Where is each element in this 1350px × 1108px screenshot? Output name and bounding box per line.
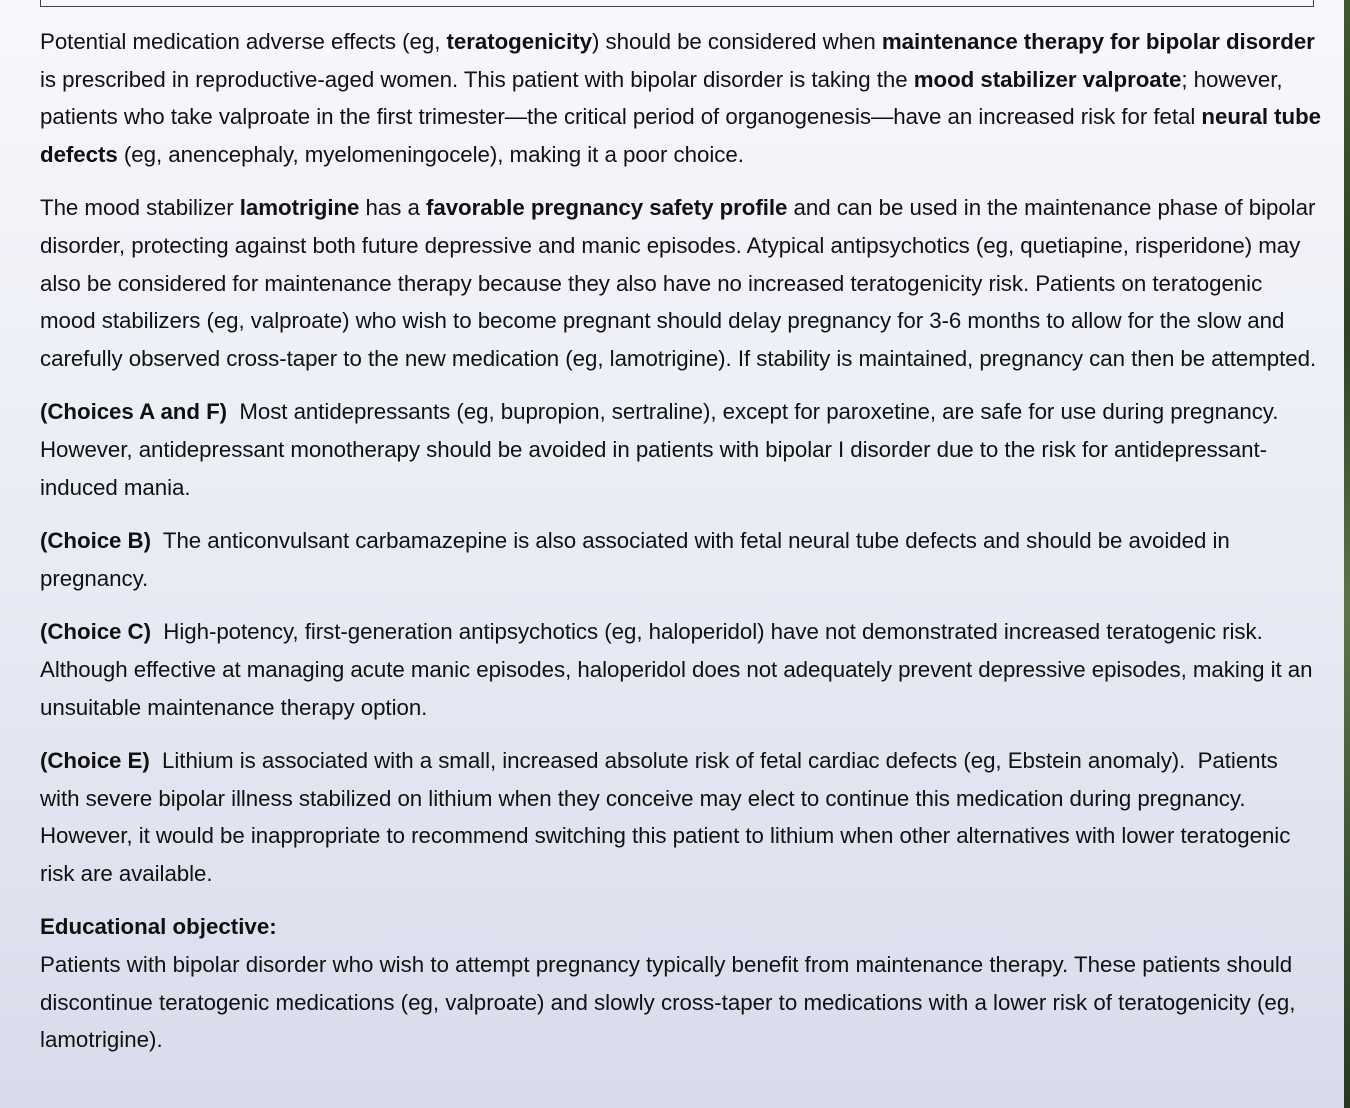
choice-c-explanation — [40, 613, 1322, 726]
text-span: High-potency, first-generation antipsychotics (eg, haloperidol) have not demonstrated increased teratogenic risk. Although effective at managing acute manic episodes, haloperidol does not adequately prevent depressive episodes, making it an unsuitable maintenance therapy option. — [40, 619, 1319, 720]
text-span: has a — [359, 195, 426, 221]
text-span: ) should be considered when — [592, 29, 882, 54]
text-span: The anticonvulsant carbamazepine is also associated with fetal neural tube defects and should be avoided in pregnancy. — [40, 528, 1236, 591]
text-span: The mood stabilizer — [40, 195, 240, 221]
text-span: and can be used in the maintenance phase of bipolar disorder, protecting against both future depressive and manic episodes. Atypical antipsychotics (eg, quetiapine, risperidone) may also be considered for maintenance therapy because they also have no increased teratogenicity risk. Patients on teratogenic mood stabilizers (eg, valproate) who wish to become pregnant should delay pregnancy for 3-6 months to allow for the slow and carefully observed cross-taper to the new medication (eg, lamotrigine). If stability is maintained, pregnancy can then be attempted. — [40, 195, 1317, 371]
choice-a-and-f-explanation — [40, 393, 1322, 506]
choice-e-explanation — [40, 742, 1322, 892]
bold-term: maintenance therapy for bipolar disorder — [881, 29, 1315, 54]
bold-term: mood stabilizer valproate — [913, 66, 1182, 92]
content-box-bottom-edge — [40, 0, 1314, 7]
choice-b-explanation — [40, 522, 1322, 597]
text-span: Potential medication adverse effects (eg, — [40, 29, 447, 54]
educational-objective-heading: Educational objective: — [40, 914, 277, 940]
choice-label: (Choices A and F) — [40, 399, 228, 425]
choice-label: (Choice B) — [40, 528, 151, 554]
bold-term: favorable pregnancy safety profile — [425, 195, 788, 221]
educational-objective-text: Patients with bipolar disorder who wish to attempt pregnancy typically benefit from maintenance therapy. These patients should discontinue teratogenic medications (eg, valproate) and slowly cross-taper to medications with a lower risk of teratogenicity (eg, lamotrigine). — [40, 952, 1296, 1053]
background-strip — [1344, 0, 1350, 1108]
choice-label: (Choice E) — [40, 748, 150, 774]
bold-term: teratogenicity — [446, 29, 593, 54]
explanation-paragraph-2 — [40, 189, 1322, 377]
bold-term: neural tube defects — [40, 104, 1322, 167]
bold-term: lamotrigine — [239, 195, 360, 221]
choice-label: (Choice C) — [40, 619, 151, 645]
text-span: Lithium is associated with a small, increased absolute risk of fetal cardiac defects (eg, Ebstein anomaly). Patients with severe bipolar illness stabilized on lithium when they conceive may elect to continue this medication during pregnancy. However, it would be inappropriate to recommend switching this patient to lithium when other alternatives with lower teratogenic risk are available. — [40, 748, 1297, 886]
text-span: is prescribed in reproductive-aged women. This patient with bipolar disorder is taking the — [40, 66, 914, 92]
explanation-paragraph-1 — [40, 23, 1322, 173]
text-span: (eg, anencephaly, myelomeningocele), making it a poor choice. — [117, 141, 744, 167]
text-span: Most antidepressants (eg, bupropion, sertraline), except for paroxetine, are safe for use during pregnancy. However, antidepressant monotherapy should be avoided in patients with bipolar I disorder due to the risk for antidepressant-induced mania. — [40, 399, 1291, 500]
text-span: ; however, patients who take valproate in the first trimester—the critical period of organogenesis—have an increased risk for fetal — [40, 66, 1283, 130]
explanation-panel — [40, 23, 1322, 1059]
